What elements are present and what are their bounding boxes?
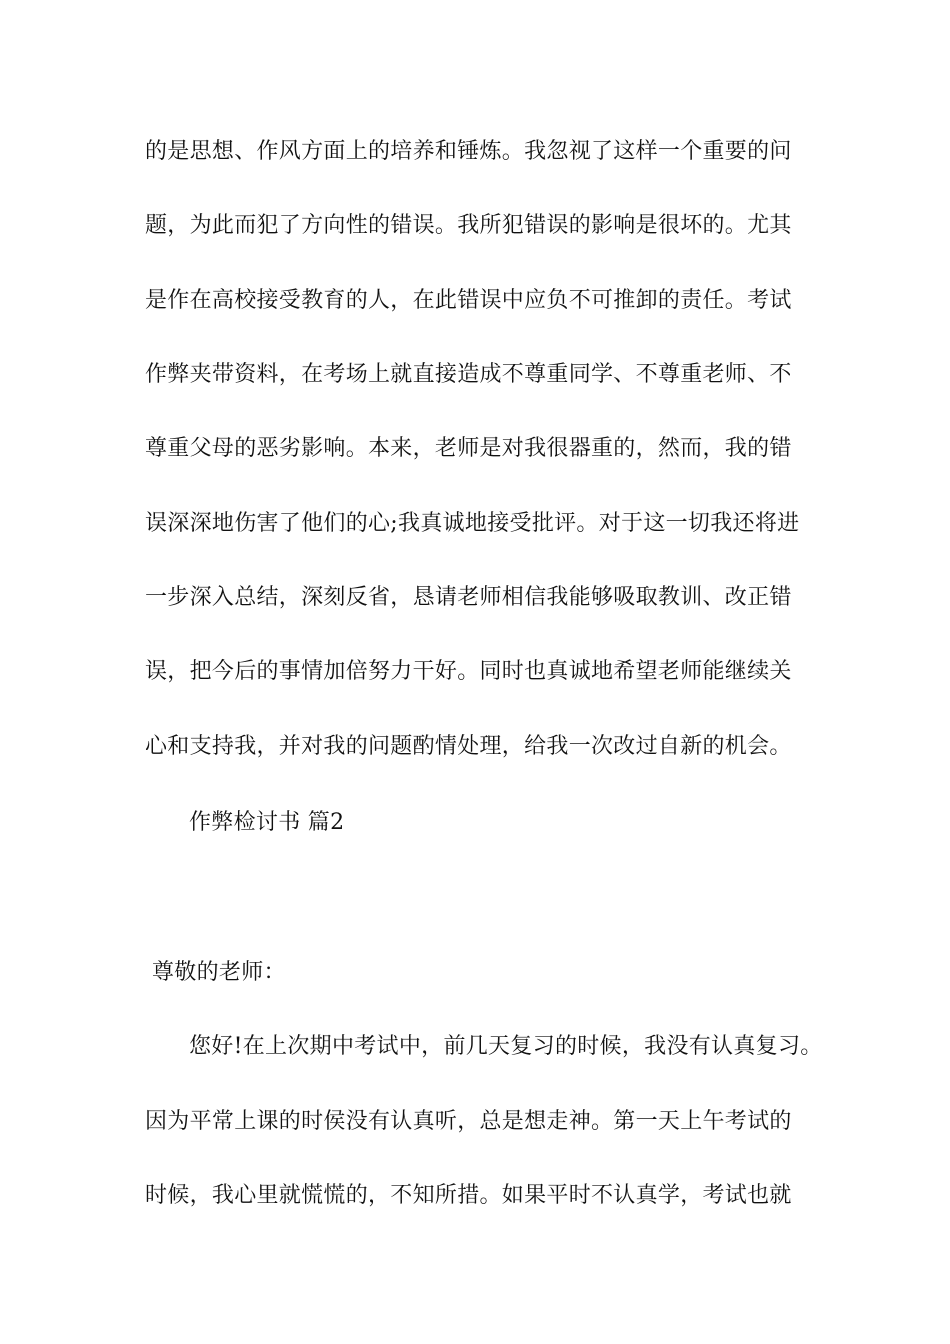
paragraph-line: 是作在高校接受教育的人，在此错误中应负不可推卸的责任。考试 <box>145 288 792 313</box>
paragraph-line: 时候，我心里就慌慌的，不知所措。如果平时不认真学，考试也就 <box>145 1183 792 1208</box>
paragraph-line: 因为平常上课的时侯没有认真听，总是想走神。第一天上午考试的 <box>145 1109 792 1134</box>
paragraph-line: 尊重父母的恶劣影响。本来，老师是对我很器重的，然而，我的错 <box>145 436 792 461</box>
paragraph-line: 您好!在上次期中考试中，前几天复习的时候，我没有认真复习。 <box>189 1034 823 1059</box>
section-heading: 作弊检讨书 篇2 <box>189 810 345 835</box>
paragraph-line: 心和支持我，并对我的问题酌情处理，给我一次改过自新的机会。 <box>145 734 792 759</box>
salutation: 尊敬的老师： <box>152 960 286 985</box>
paragraph-line: 题，为此而犯了方向性的错误。我所犯错误的影响是很坏的。尤其 <box>145 213 792 238</box>
paragraph-line: 一步深入总结，深刻反省，恳请老师相信我能够吸取教训、改正错 <box>145 585 792 610</box>
paragraph-line: 误深深地伤害了他们的心;我真诚地接受批评。对于这一切我还将进 <box>145 511 800 536</box>
paragraph-line: 误，把今后的事情加倍努力干好。同时也真诚地希望老师能继续关 <box>145 659 792 684</box>
paragraph-line: 的是思想、作风方面上的培养和锤炼。我忽视了这样一个重要的问 <box>145 139 792 164</box>
paragraph-line: 作弊夹带资料，在考场上就直接造成不尊重同学、不尊重老师、不 <box>145 362 792 387</box>
